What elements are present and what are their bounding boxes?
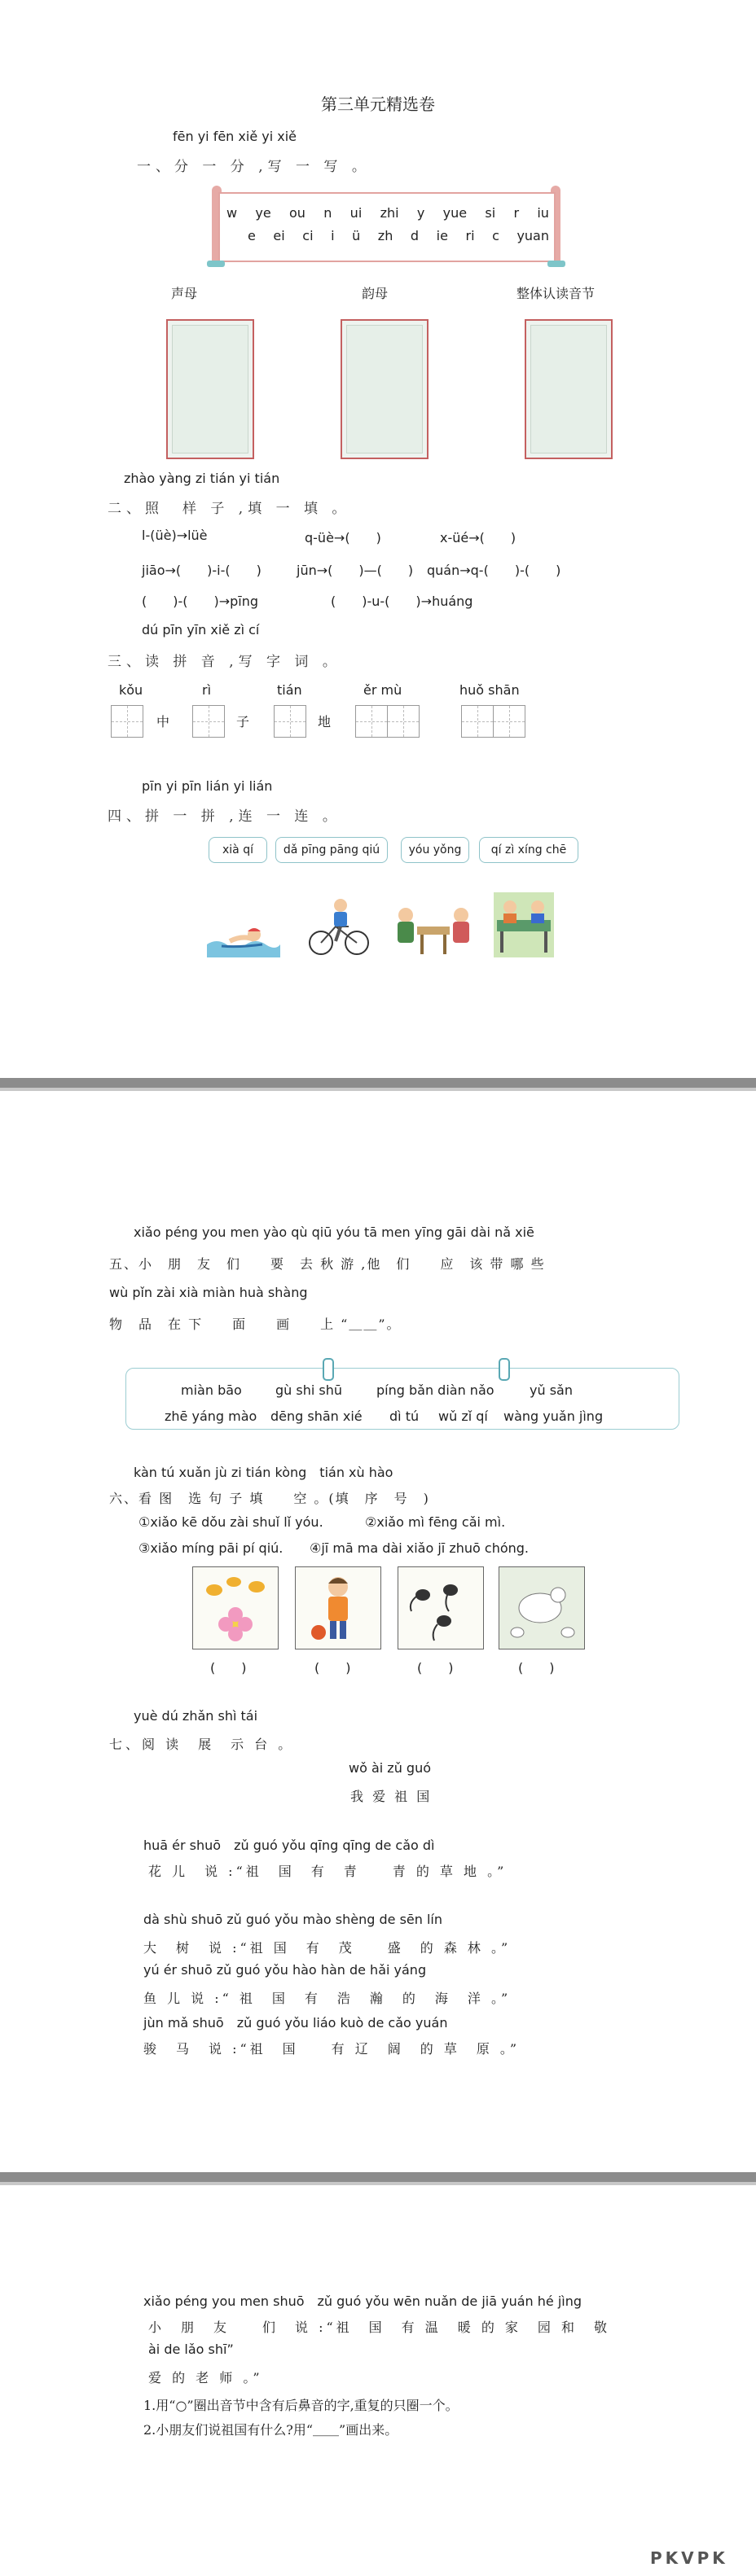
q2-row1-a: l-(üè)→lüè xyxy=(142,528,208,543)
q6-pinyin: kàn tú xuǎn jù zi tián kòng tián xù hào xyxy=(134,1465,393,1480)
q2-row2-a[interactable]: jiāo→( )-i-( ) xyxy=(142,563,262,578)
picture-boy-ball xyxy=(295,1566,381,1649)
word2-char: 子 xyxy=(236,714,250,729)
q7-label: 七、阅 读 展 示 台 。 xyxy=(109,1737,295,1752)
answer-blank-3[interactable]: ( ) xyxy=(417,1660,454,1676)
poem-line2: 大 树 说 :“祖 国 有 茂 盛 的 森 林 。” xyxy=(143,1940,512,1956)
answer-blank-4[interactable]: ( ) xyxy=(518,1660,555,1676)
item-pingbandiannao[interactable]: píng bǎn diàn nǎo xyxy=(376,1382,494,1398)
item-wangyuanjing[interactable]: wàng yuǎn jìng xyxy=(503,1408,604,1424)
board-pin-right xyxy=(499,1358,510,1381)
poem-line2-pinyin: dà shù shuō zǔ guó yǒu mào shèng de sēn lín xyxy=(143,1912,443,1927)
pinyin-syllable[interactable]: ui xyxy=(349,205,363,221)
pinyin-syllable[interactable]: ci xyxy=(302,228,314,243)
pinyin-syllable[interactable]: ri xyxy=(465,228,475,243)
pinyin-syllable[interactable]: zhi xyxy=(380,205,399,221)
item-wuziqi[interactable]: wǔ zǐ qí xyxy=(438,1408,488,1424)
pinyin-syllable[interactable]: c xyxy=(492,228,499,243)
word2-box[interactable] xyxy=(192,705,225,738)
word3-box[interactable] xyxy=(274,705,306,738)
word4-box-2[interactable] xyxy=(387,705,420,738)
poem-line3: 鱼 儿 说 :“ 祖 国 有 浩 瀚 的 海 洋 。” xyxy=(143,1991,512,2006)
poem-line4-pinyin: jùn mǎ shuō zǔ guó yǒu liáo kuò de cǎo yuán xyxy=(143,2015,448,2031)
q2-row3-b[interactable]: ( )-u-( )→huáng xyxy=(331,594,473,609)
word4-box-1[interactable] xyxy=(355,705,388,738)
q2-row1-b[interactable]: q-üè→( ) xyxy=(305,530,381,545)
scroll-row-1 xyxy=(226,205,549,221)
scroll-row-2 xyxy=(248,228,549,243)
poem-line1-pinyin: huā ér shuō zǔ guó yǒu qīng qīng de cǎo dì xyxy=(143,1838,435,1853)
pinyin-syllable[interactable]: ye xyxy=(255,205,271,221)
pinyin-syllable[interactable]: d xyxy=(410,228,420,243)
q5-line-2: 物 品 在 下 面 画 上 “＿＿”。 xyxy=(109,1316,402,1332)
poem-line4: 骏 马 说 :“祖 国 有 辽 阔 的 草 原 。” xyxy=(143,2041,521,2057)
category-label-whole-syllables: 整体认读音节 xyxy=(516,286,596,301)
q5-pinyin-1: xiǎo péng you men yào qù qiū yóu tā men yīng gāi dài nǎ xiē xyxy=(134,1224,534,1240)
q1-label: 一、分 一 分 ,写 一 写 。 xyxy=(137,159,371,175)
q6-sentence-1: ①xiǎo kē dǒu zài shuǐ lǐ yóu. xyxy=(138,1514,323,1530)
q2-row2-c[interactable]: quán→q-( )-( ) xyxy=(427,563,561,578)
q2-row1-c[interactable]: x-üé→( ) xyxy=(440,530,516,545)
q2-pinyin: zhào yàng zi tián yi tián xyxy=(124,471,280,486)
q5-line-1: 五、小 朋 友 们 要 去 秋 游 ,他 们 应 该 带 哪 些 xyxy=(109,1256,546,1272)
picture-hen-chicks xyxy=(499,1566,585,1649)
bees-flower-icon xyxy=(193,1567,278,1649)
answer-box-initials[interactable] xyxy=(166,319,254,459)
poem-line3-pinyin: yú ér shuō zǔ guó yǒu hào hàn de hǎi yáng xyxy=(143,1962,427,1978)
page-title: 第三单元精选卷 xyxy=(321,94,435,114)
poem-line6-pinyin: ài de lǎo shī” xyxy=(148,2342,234,2357)
pinyin-syllable[interactable]: y xyxy=(416,205,425,221)
pinyin-syllable[interactable]: ie xyxy=(436,228,448,243)
q6-label: 六、看 图 选 句 子 填 空 。(填 序 号 ) xyxy=(109,1491,430,1506)
pinyin-syllable[interactable]: yuan xyxy=(516,228,549,243)
poem-title: 我 爱 祖 国 xyxy=(350,1789,433,1804)
q2-row3-a[interactable]: ( )-( )→pīng xyxy=(142,594,259,609)
q2-row2-b[interactable]: jūn→( )—( ) xyxy=(297,563,414,578)
card-youyong[interactable]: yóu yǒng xyxy=(401,837,469,863)
q7-pinyin: yuè dú zhǎn shì tái xyxy=(134,1708,258,1724)
answer-box-finals[interactable] xyxy=(341,319,429,459)
word4-pinyin: ěr mù xyxy=(363,682,402,698)
word5-box-2[interactable] xyxy=(493,705,525,738)
word2-pinyin: rì xyxy=(202,682,212,698)
pinyin-syllable[interactable]: n xyxy=(323,205,332,221)
picture-tadpoles xyxy=(398,1566,484,1649)
tadpoles-icon xyxy=(398,1567,483,1649)
pinyin-scroll xyxy=(207,181,565,272)
pinyin-syllable[interactable]: yue xyxy=(442,205,468,221)
pinyin-syllable[interactable]: ou xyxy=(289,205,305,221)
q4-pinyin: pīn yi pīn lián yi lián xyxy=(142,778,273,794)
answer-blank-1[interactable]: ( ) xyxy=(210,1660,247,1676)
pinyin-syllable[interactable]: r xyxy=(513,205,520,221)
pinyin-syllable[interactable]: si xyxy=(485,205,496,221)
word1-pinyin: kǒu xyxy=(119,682,143,698)
card-dapingpangqiu[interactable]: dǎ pīng pāng qiú xyxy=(275,837,388,863)
swimming-picture[interactable] xyxy=(205,917,280,957)
q5-pinyin-2: wù pǐn zài xià miàn huà shàng xyxy=(109,1285,308,1300)
pinyin-syllable[interactable]: iu xyxy=(537,205,549,221)
pinyin-syllable[interactable]: ü xyxy=(352,228,361,243)
q3-label: 三、读 拼 音 ,写 字 词 。 xyxy=(108,654,341,670)
item-mianbao[interactable]: miàn bāo xyxy=(181,1382,242,1398)
board-pin-left xyxy=(323,1358,334,1381)
poem-line1: 花 儿 说 :“祖 国 有 青 青 的 草 地 。” xyxy=(148,1864,508,1879)
q6-sentence-3: ③xiǎo míng pāi pí qiú. xyxy=(138,1540,284,1556)
q2-label: 二、照 样 子 ,填 一 填 。 xyxy=(108,501,351,517)
word5-box-1[interactable] xyxy=(461,705,494,738)
poem-line5-pinyin: xiǎo péng you men shuō zǔ guó yǒu wēn nuǎn de jiā yuán hé jìng xyxy=(143,2293,582,2309)
category-label-initials: 声母 xyxy=(171,286,198,301)
poem-line6: 爱 的 老 师 。” xyxy=(148,2370,263,2385)
card-xiaqi[interactable]: xià qí xyxy=(209,837,267,863)
card-qizixingche[interactable]: qí zì xíng chē xyxy=(479,837,578,863)
q7-task-1: 1.用“○”圈出音节中含有后鼻音的字,重复的只圈一个。 xyxy=(143,2398,459,2413)
pinyin-syllable[interactable]: ei xyxy=(273,228,285,243)
pinyin-syllable[interactable]: i xyxy=(331,228,335,243)
watermark: PKVPK xyxy=(650,2548,728,2568)
item-yusan[interactable]: yǔ sǎn xyxy=(530,1382,573,1398)
word1-box[interactable] xyxy=(111,705,143,738)
page-separator-2 xyxy=(0,2172,756,2185)
pinyin-syllable[interactable]: w xyxy=(226,205,238,221)
word5-pinyin: huǒ shān xyxy=(459,682,520,698)
poem-title-pinyin: wǒ ài zǔ guó xyxy=(349,1760,432,1776)
table-tennis-picture[interactable] xyxy=(494,892,554,957)
boy-ball-icon xyxy=(296,1567,380,1649)
q4-label: 四、拼 一 拼 ,连 一 连 。 xyxy=(108,808,341,825)
q7-task-2: 2.小朋友们说祖国有什么?用“＿＿”画出来。 xyxy=(143,2422,398,2438)
item-ditu[interactable]: dì tú xyxy=(389,1408,420,1424)
pinyin-syllable[interactable]: e xyxy=(248,228,256,243)
picture-bees xyxy=(192,1566,279,1649)
page-separator-1 xyxy=(0,1078,756,1091)
pinyin-syllable[interactable]: zh xyxy=(377,228,393,243)
q6-sentence-2: ②xiǎo mì fēng cǎi mì. xyxy=(365,1514,506,1530)
item-zheyangmao[interactable]: zhē yáng mào xyxy=(165,1408,257,1424)
hen-chicks-icon xyxy=(499,1567,584,1649)
item-gushishu[interactable]: gù shi shū xyxy=(275,1382,343,1398)
category-label-finals: 韵母 xyxy=(362,286,389,301)
scroll-paper xyxy=(218,192,556,262)
q1-pinyin: fēn yi fēn xiě yi xiě xyxy=(173,129,297,144)
item-dengshanxie[interactable]: dēng shān xié xyxy=(270,1408,363,1424)
word1-char: 中 xyxy=(156,714,170,729)
answer-box-whole-syllables[interactable] xyxy=(525,319,613,459)
answer-blank-2[interactable]: ( ) xyxy=(314,1660,351,1676)
q3-pinyin: dú pīn yīn xiě zì cí xyxy=(142,622,260,637)
scroll-base-left xyxy=(207,261,225,267)
word3-char: 地 xyxy=(318,714,332,729)
scroll-base-right xyxy=(547,261,565,267)
cycling-picture[interactable] xyxy=(308,896,370,957)
word3-pinyin: tián xyxy=(277,682,302,698)
poem-line5: 小 朋 友 们 说 :“祖 国 有 温 暖 的 家 园 和 敬 xyxy=(148,2320,611,2335)
chess-picture[interactable] xyxy=(396,899,471,957)
q6-sentence-4: ④jī mā ma dài xiǎo jī zhuō chóng. xyxy=(310,1540,529,1556)
